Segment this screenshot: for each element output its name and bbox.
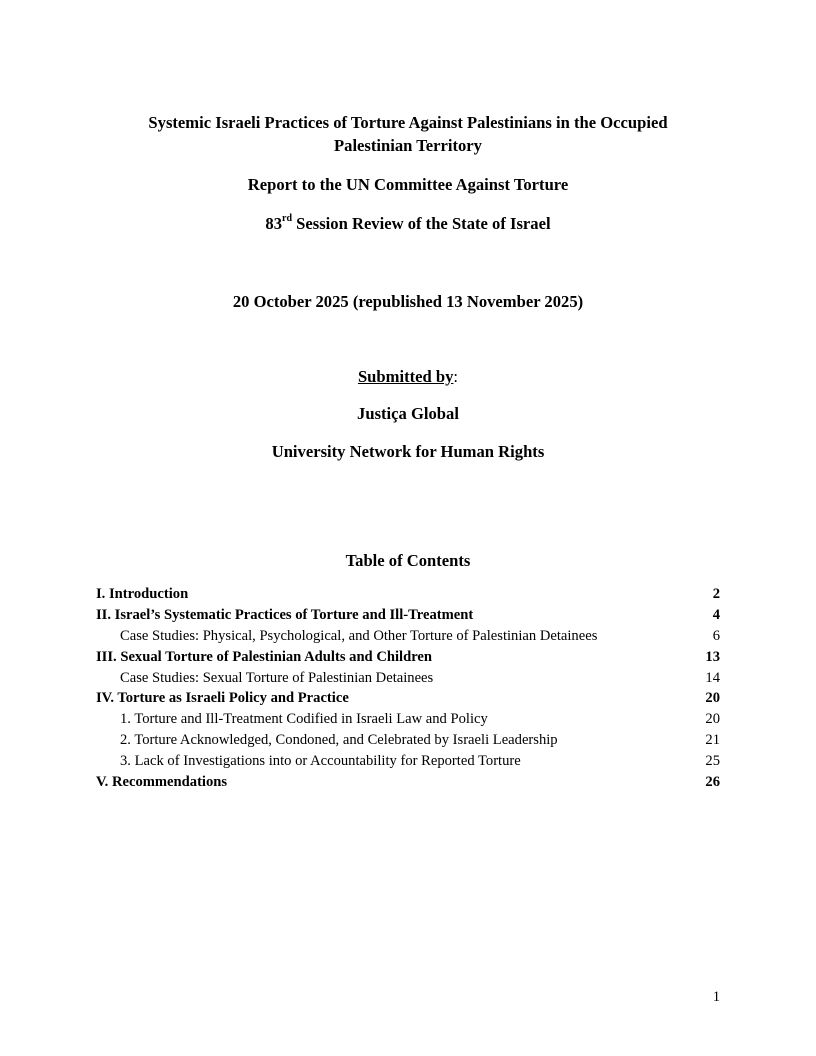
report-line: Report to the UN Committee Against Torture (247, 175, 569, 194)
document-title (96, 111, 720, 157)
submitted-by-line (96, 365, 720, 388)
toc-entry-title: I. Introduction (96, 586, 189, 602)
toc-entry[interactable] (96, 647, 720, 668)
toc-entry-page: 20 (705, 690, 720, 707)
toc-subentry[interactable] (96, 730, 720, 751)
toc-entry-title: 1. Torture and Ill-Treatment Codified in Israeli Law and Policy (120, 711, 488, 728)
toc-entry-page: 13 (705, 648, 720, 665)
date-line: 20 October 2025 (republished 13 November 2025) (232, 292, 584, 311)
toc-subentry[interactable] (96, 709, 720, 730)
toc-entry-title: 2. Torture Acknowledged, Condoned, and Celebrated by Israeli Leadership (120, 732, 558, 749)
toc-heading: Table of Contents (345, 551, 471, 570)
toc-entry-title: Case Studies: Physical, Psychological, and Other Torture of Palestinian Detainees (120, 627, 598, 644)
page-number: 1 (712, 989, 720, 1005)
toc-entry-title: IV. Torture as Israeli Policy and Practice (96, 690, 349, 707)
session-description: Session Review of the State of Israel (292, 214, 551, 233)
table-of-contents (96, 584, 720, 793)
document-title-line-1: Systemic Israeli Practices of Torture Against Palestinians in the Occupied (148, 113, 668, 132)
toc-entry-page: 20 (705, 711, 720, 728)
toc-entry-page: 4 (712, 606, 720, 623)
toc-entry-page: 2 (712, 586, 720, 602)
toc-entry-title: III. Sexual Torture of Palestinian Adults and Children (96, 648, 433, 665)
toc-subentry[interactable] (96, 751, 720, 772)
toc-subentry[interactable] (96, 626, 720, 647)
submitted-by-colon: : (453, 367, 459, 386)
session-ordinal-suffix: rd (282, 213, 293, 225)
toc-entry-page: 14 (705, 669, 720, 686)
toc-entry[interactable] (96, 688, 720, 709)
toc-entry-title: Case Studies: Sexual Torture of Palestinian Detainees (120, 669, 434, 684)
toc-entry[interactable] (96, 605, 720, 626)
toc-entry-page: 6 (712, 627, 720, 644)
toc-entry-title: II. Israel’s Systematic Practices of Torture and Ill-Treatment (96, 606, 474, 623)
session-number: 83 (265, 214, 283, 233)
toc-entry[interactable] (96, 772, 720, 793)
toc-subentry[interactable] (96, 668, 720, 689)
organization-justica-global: Justiça Global (357, 404, 459, 423)
toc-entry[interactable] (96, 584, 720, 605)
submitted-by-label: Submitted by (357, 367, 454, 386)
organization-university-network: University Network for Human Rights (271, 442, 545, 461)
toc-entry-page: 26 (705, 774, 720, 791)
toc-entry-page: 21 (705, 732, 720, 749)
toc-entry-title: 3. Lack of Investigations into or Accountability for Reported Torture (120, 753, 521, 770)
document-title-line-2: Palestinian Territory (334, 136, 482, 155)
toc-entry-page: 25 (705, 753, 720, 770)
toc-entry-title: V. Recommendations (96, 774, 228, 791)
session-line (96, 212, 720, 235)
